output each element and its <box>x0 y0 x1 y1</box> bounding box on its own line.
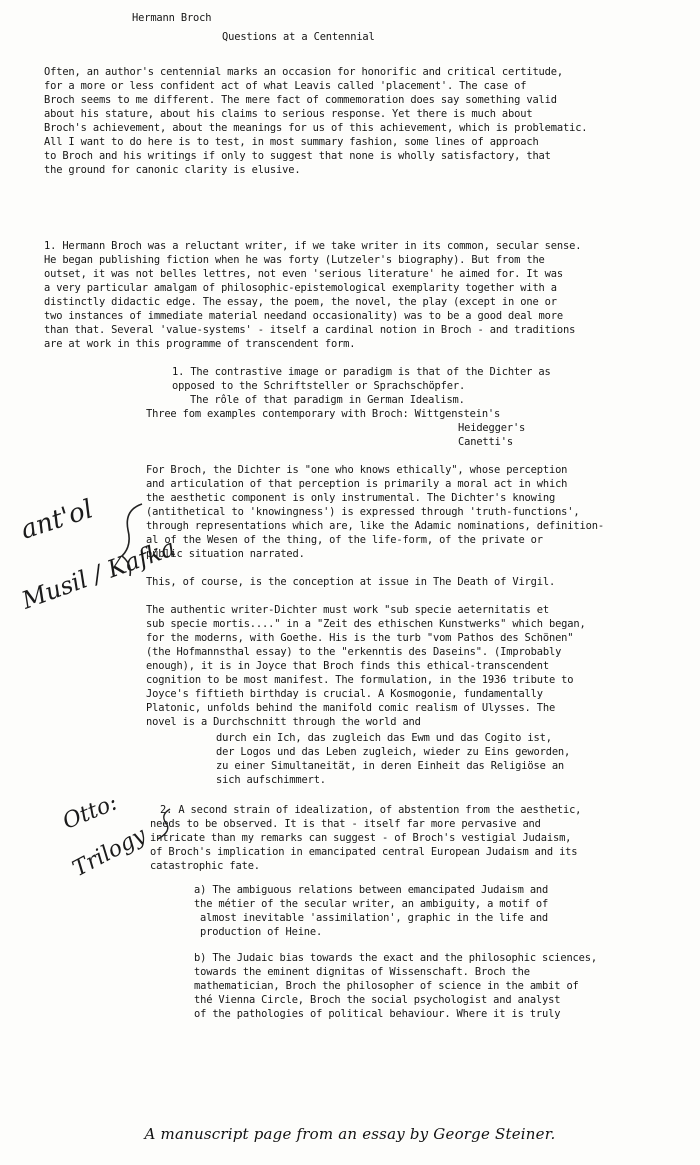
point1-line: Canetti's <box>458 436 513 448</box>
section1-line: two instances of immediate material needand occasionality) was to be a good deal more <box>44 310 563 322</box>
point-a-line: a) The ambiguous relations between emancipated Judaism and <box>194 884 549 896</box>
section1-line: outset, it was not belles lettres, not even 'serious literature' he aimed for. It was <box>44 268 563 280</box>
authentic-line: sub specie mortis...." in a "Zeit des ethischen Kunstwerks" which began, <box>146 618 586 630</box>
intro-line: Broch's achievement, about the meanings for us of this achievement, which is problematic. <box>44 122 588 134</box>
margin-note-antol: ant'ol <box>17 494 97 546</box>
point-b-line: b) The Judaic bias towards the exact and the philosophic sciences, <box>194 952 597 964</box>
authentic-line: enough), it is in Joyce that Broch finds this ethical-transcendent <box>146 660 549 672</box>
header-title: Questions at a Centennial <box>222 31 375 43</box>
quote-line: sich aufschimmert. <box>216 774 326 786</box>
dichter-line: For Broch, the Dichter is "one who knows ethically", whose perception <box>146 464 568 476</box>
dichter-line: and articulation of that perception is primarily a moral act in which <box>146 478 568 490</box>
authentic-line: (the Hofmannsthal essay) to the "erkenntis des Daseins". (Improbably <box>146 646 562 658</box>
dichter-line: al of the Wesen of the thing, of the life-form, of the private or <box>146 534 543 546</box>
section1-line: 1. Hermann Broch was a reluctant writer, if we take writer in its common, secular sense. <box>44 240 582 252</box>
point1-line: Three fom examples contemporary with Broch: Wittgenstein's <box>146 408 501 420</box>
section1-line: than that. Several 'value-systems' - itself a cardinal notion in Broch - and traditions <box>44 324 576 336</box>
point1-line: opposed to the Schriftsteller or Sprachschöpfer. <box>172 380 466 392</box>
section1-line: distinctly didactic edge. The essay, the poem, the novel, the play (except in one or <box>44 296 557 308</box>
section2-line: 2. A second strain of idealization, of abstention from the aesthetic, <box>160 804 582 816</box>
dichter-line: (antithetical to 'knowingness') is expressed through 'truth-functions', <box>146 506 580 518</box>
header-author: Hermann Broch <box>132 12 212 24</box>
point-a-line: the métier of the secular writer, an ambiguity, a motif of <box>194 898 549 910</box>
margin-bracket-icon <box>118 500 148 580</box>
authentic-line: novel is a Durchschnitt through the world and <box>146 716 421 728</box>
virgil-line: This, of course, is the conception at issue in The Death of Virgil. <box>146 576 556 588</box>
dichter-line: through representations which are, like the Adamic nominations, definition- <box>146 520 604 532</box>
point-b-line: towards the eminent dignitas of Wissenschaft. Broch the <box>194 966 530 978</box>
intro-line: the ground for canonic clarity is elusive. <box>44 164 301 176</box>
authentic-line: for the moderns, with Goethe. His is the turb "vom Pathos des Schönen" <box>146 632 574 644</box>
point-a-line: almost inevitable 'assimilation', graphic in the life and <box>200 912 549 924</box>
intro-line: Often, an author's centennial marks an occasion for honorific and critical certitude, <box>44 66 563 78</box>
section2-line: catastrophic fate. <box>150 860 260 872</box>
authentic-line: Platonic, unfolds behind the manifold comic realism of Ulysses. The <box>146 702 556 714</box>
intro-line: Broch seems to me different. The mere fact of commemoration does say something valid <box>44 94 557 106</box>
point1-line: Heidegger's <box>458 422 526 434</box>
point-b-line: of the pathologies of political behaviour. Where it is truly <box>194 1008 561 1020</box>
intro-line: about his stature, about his claims to serious response. Yet there is much about <box>44 108 533 120</box>
section2-line: of Broch's implication in emancipated central European Judaism and its <box>150 846 578 858</box>
section1-line: a very particular amalgam of philosophic-epistemological exemplarity together with a <box>44 282 557 294</box>
dichter-line: the aesthetic component is only instrumental. The Dichter's knowing <box>146 492 556 504</box>
authentic-line: cognition to be most manifest. The formulation, in the 1936 tribute to <box>146 674 574 686</box>
intro-line: to Broch and his writings if only to suggest that none is wholly satisfactory, that <box>44 150 551 162</box>
section2-line: needs to be observed. It is that - itself far more pervasive and <box>150 818 541 830</box>
section1-line: are at work in this programme of transcendent form. <box>44 338 356 350</box>
margin-squiggle-icon <box>150 805 180 845</box>
margin-note-musil-kafka: Musil / Kafka <box>18 533 179 615</box>
intro-line: All I want to do here is to test, in most summary fashion, some lines of approach <box>44 136 539 148</box>
margin-note-otto: Otto: <box>59 790 122 835</box>
point-b-line: mathematician, Broch the philosopher of science in the ambit of <box>194 980 579 992</box>
point-a-line: production of Heine. <box>200 926 323 938</box>
point1-line: 1. The contrastive image or paradigm is that of the Dichter as <box>172 366 551 378</box>
section2-line: intricate than my remarks can suggest - of Broch's vestigial Judaism, <box>150 832 572 844</box>
section1-line: He began publishing fiction when he was forty (Lutzeler's biography). But from the <box>44 254 545 266</box>
page-caption: A manuscript page from an essay by George Steiner. <box>144 1125 556 1143</box>
quote-line: durch ein Ich, das zugleich das Ewm und das Cogito ist, <box>216 732 552 744</box>
authentic-line: The authentic writer-Dichter must work "sub specie aeternitatis et <box>146 604 549 616</box>
quote-line: zu einer Simultaneität, in deren Einheit das Religiöse an <box>216 760 565 772</box>
margin-note-trilogy: Trilogy <box>68 822 151 883</box>
quote-line: der Logos und das Leben zugleich, wieder zu Eins geworden, <box>216 746 571 758</box>
point-b-line: thé Vienna Circle, Broch the social psychologist and analyst <box>194 994 561 1006</box>
authentic-line: Joyce's fiftieth birthday is crucial. A Kosmogonie, fundamentally <box>146 688 543 700</box>
point1-line: The rôle of that paradigm in German Idealism. <box>190 394 465 406</box>
intro-line: for a more or less confident act of what Leavis called 'placement'. The case of <box>44 80 527 92</box>
dichter-line: public situation narrated. <box>146 548 305 560</box>
